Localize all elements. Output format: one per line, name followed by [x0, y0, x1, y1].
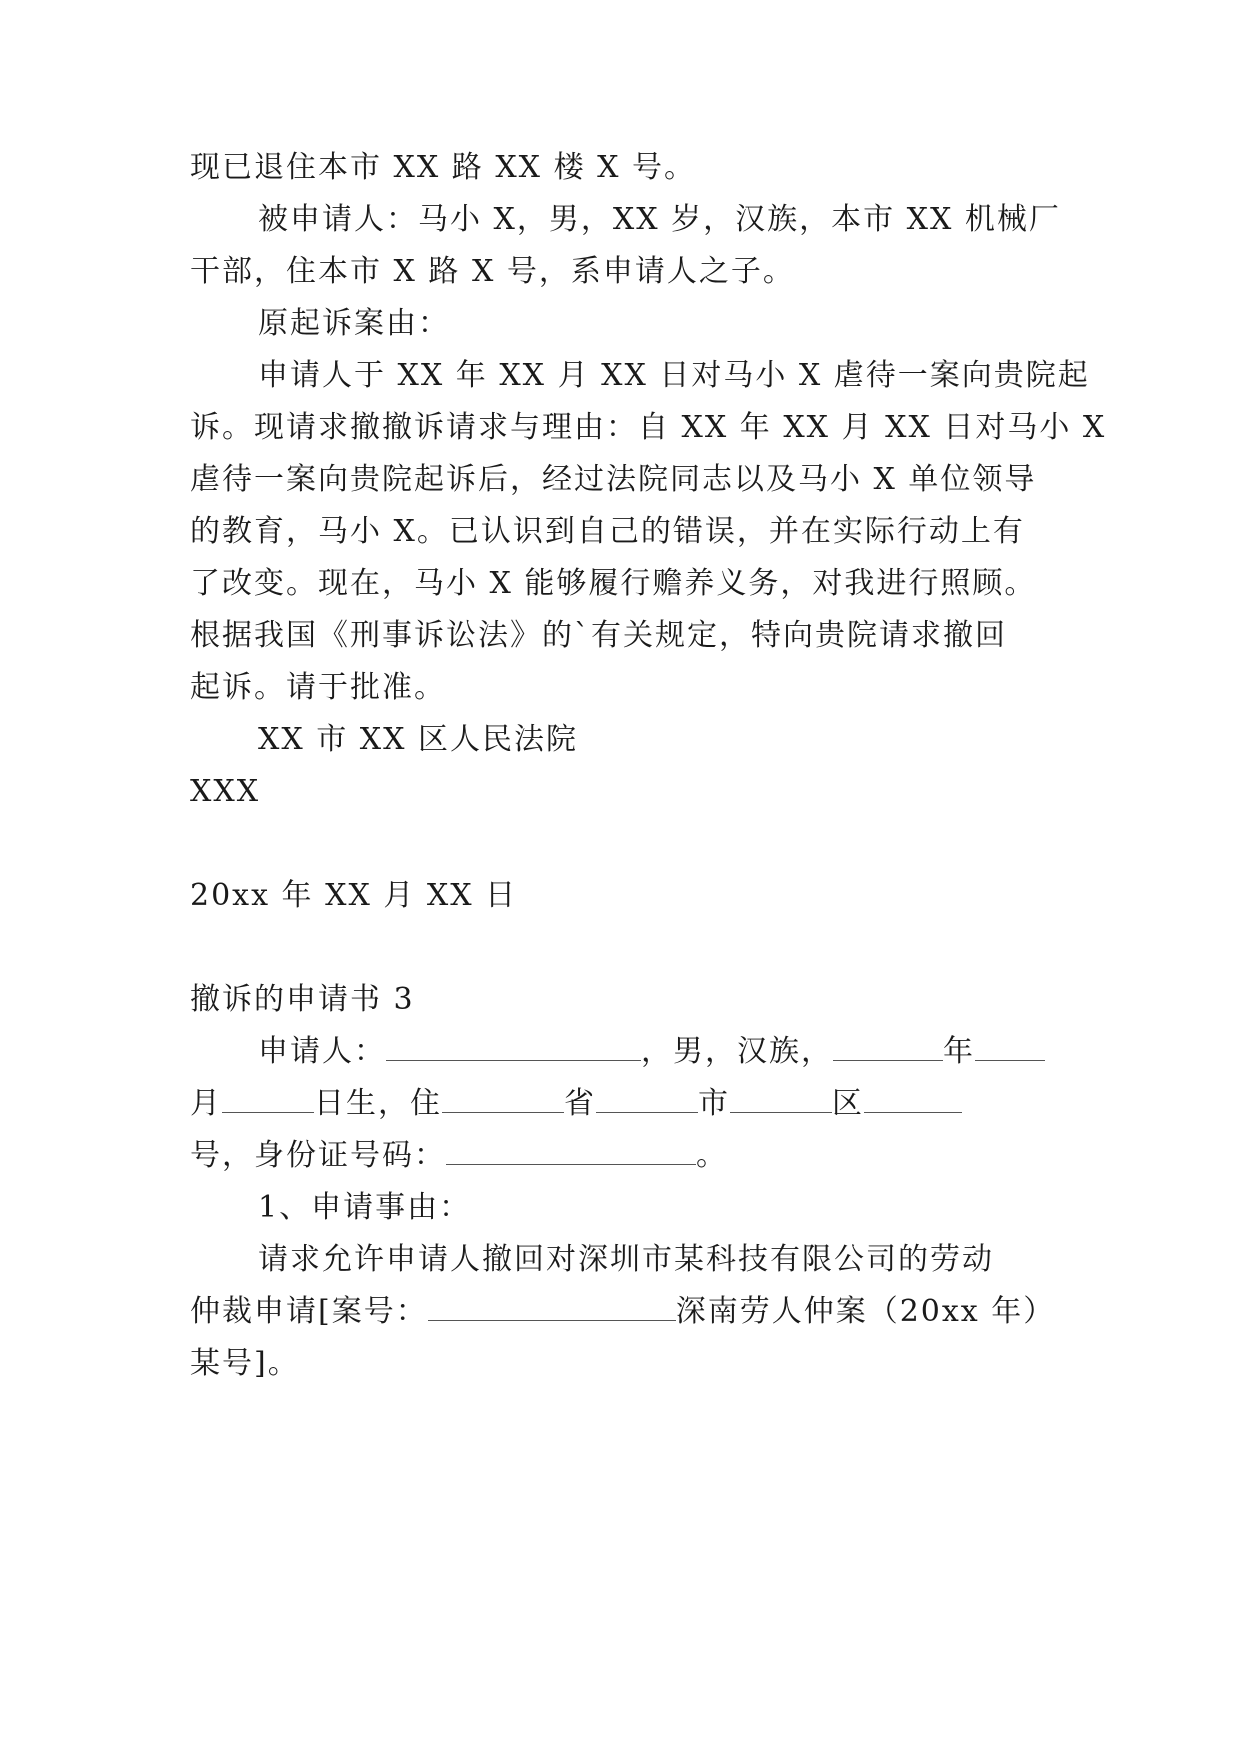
form-label: ，男，汉族， [641, 1034, 833, 1069]
blank-name [386, 1034, 641, 1061]
text-line: 了改变。现在，马小 X 能够履行赡养义务，对我进行照顾。 [190, 566, 1037, 601]
blank-number [864, 1086, 962, 1113]
section-heading: 原起诉案由： [258, 306, 450, 341]
text-line: 申请人于 XX 年 XX 月 XX 日对马小 X 虐待一案向贵院起 [258, 358, 1090, 393]
form-label: 号，身份证号码： [190, 1138, 446, 1173]
signature-name: XXX [190, 774, 261, 809]
text-line: 虐待一案向贵院起诉后，经过法院同志以及马小 X 单位领导 [190, 462, 1037, 497]
blank-city [596, 1086, 698, 1113]
text-line: 起诉。请于批准。 [190, 670, 446, 705]
text-line: 干部，住本市 X 路 X 号，系申请人之子。 [190, 254, 795, 289]
form-line-address [190, 1084, 962, 1124]
form-label: 日生，住 [314, 1086, 442, 1121]
blank-id-number [446, 1138, 696, 1165]
section-title: 撤诉的申请书 3 [190, 982, 415, 1017]
form-line-id [190, 1136, 728, 1176]
text-line: 诉。现请求撤撤诉请求与理由：自 XX 年 XX 月 XX 日对马小 X [190, 410, 1107, 445]
blank-province [442, 1086, 564, 1113]
form-label: 区 [832, 1086, 864, 1121]
blank-day [222, 1086, 314, 1113]
text-line: 被申请人：马小 X，男，XX 岁，汉族，本市 XX 机械厂 [258, 202, 1061, 237]
form-line-case-number [190, 1292, 1055, 1332]
blank-year [833, 1034, 943, 1061]
form-label: 仲裁申请[案号： [190, 1294, 428, 1329]
blank-month-start [975, 1034, 1045, 1061]
form-line-applicant [258, 1032, 1045, 1072]
blank-district [730, 1086, 832, 1113]
form-label: 月 [190, 1086, 222, 1121]
text-line: 的教育，马小 X。已认识到自己的错误，并在实际行动上有 [190, 514, 1025, 549]
text-line: 根据我国《刑事诉讼法》的`有关规定，特向贵院请求撤回 [190, 618, 1007, 653]
form-label: 市 [698, 1086, 730, 1121]
text-line: 请求允许申请人撤回对深圳市某科技有限公司的劳动 [258, 1242, 994, 1277]
reason-heading: 1、申请事由： [258, 1190, 472, 1225]
form-label: 申请人： [258, 1034, 386, 1069]
text-line: 某号]。 [190, 1346, 300, 1381]
document-date: 20xx 年 XX 月 XX 日 [190, 878, 518, 913]
form-label: 省 [564, 1086, 596, 1121]
form-label: 年 [943, 1034, 975, 1069]
court-name: XX 市 XX 区人民法院 [258, 722, 579, 757]
text-line: 现已退住本市 XX 路 XX 楼 X 号。 [190, 150, 697, 185]
form-label: 。 [696, 1138, 728, 1173]
blank-case-number [428, 1294, 676, 1321]
form-label: 深南劳人仲案（20xx 年） [675, 1294, 1056, 1329]
